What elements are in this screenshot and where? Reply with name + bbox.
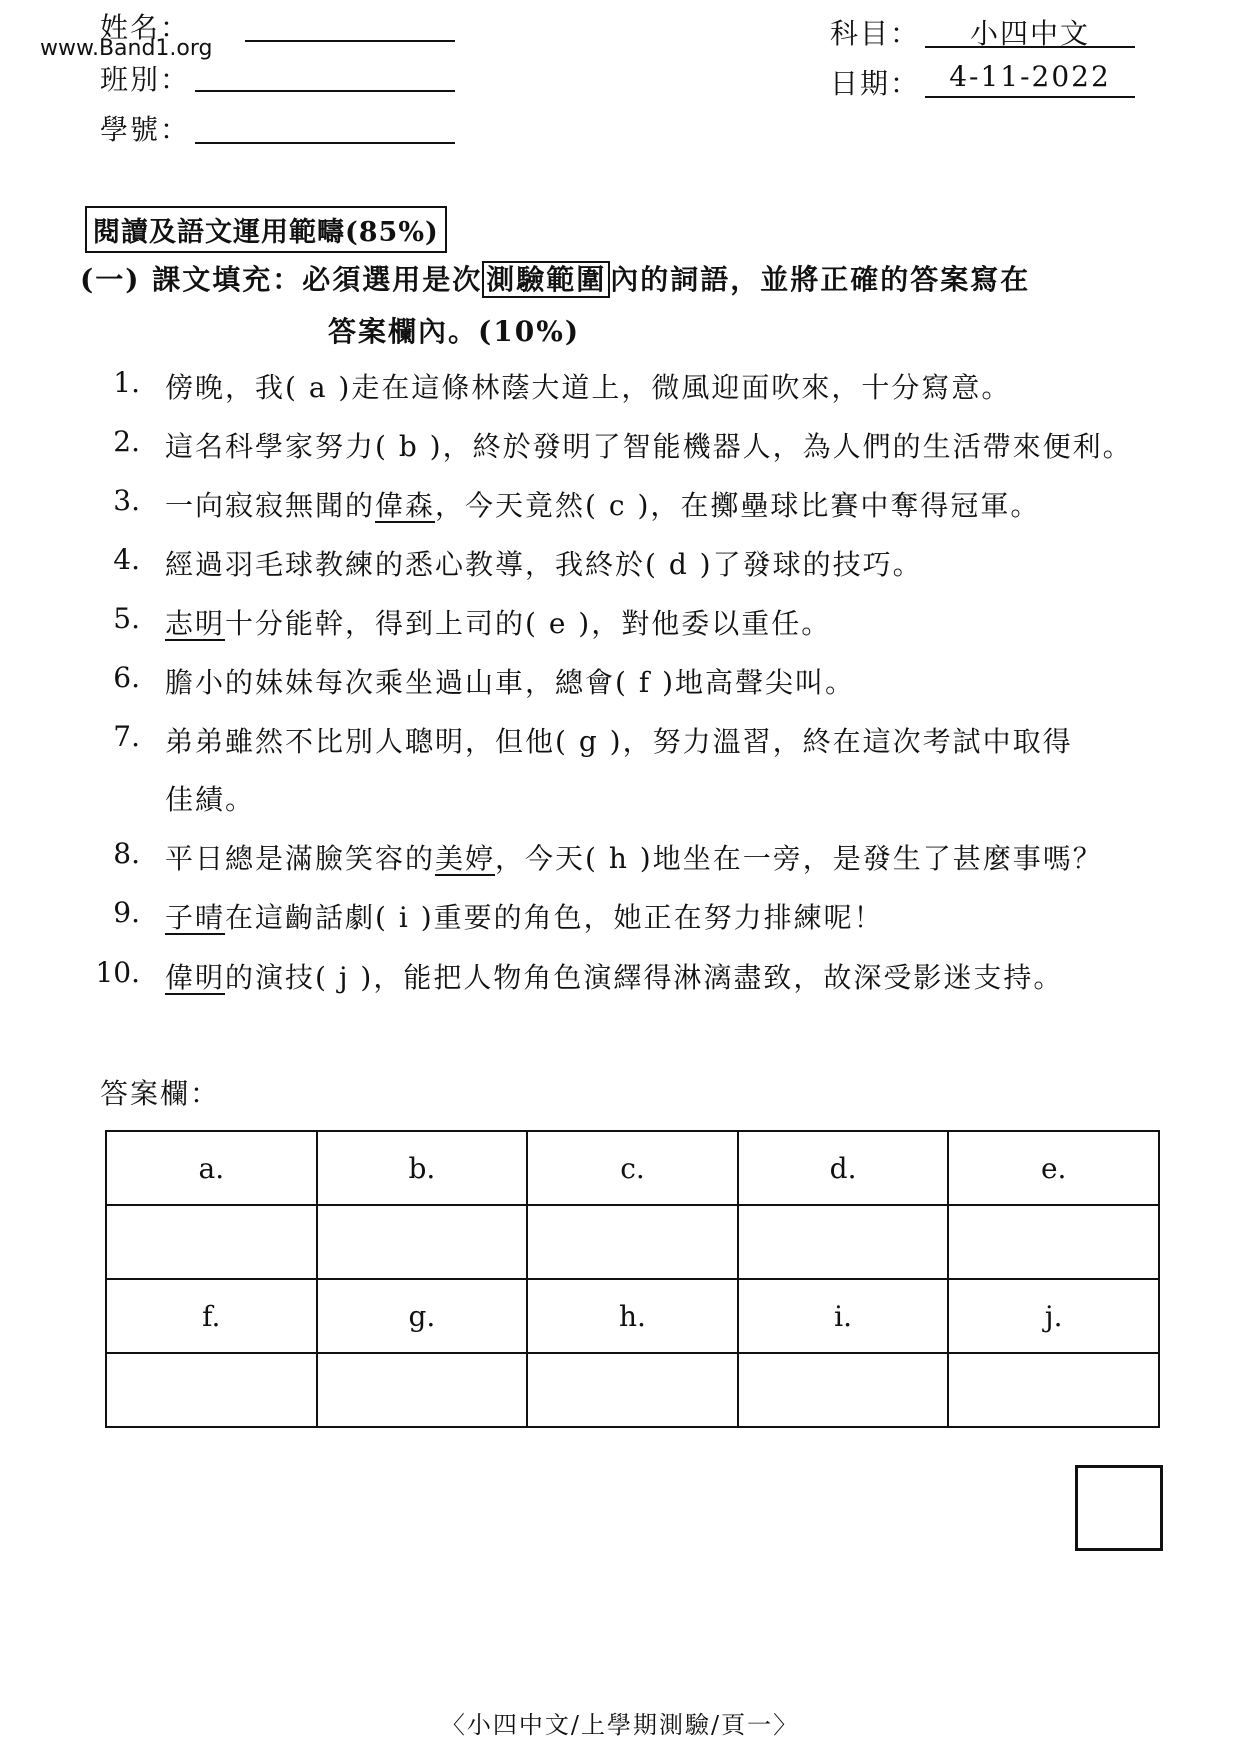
question-text: 膽小的妹妹每次乘坐過山車，總會( f )地高聲尖叫。 — [165, 666, 856, 699]
answer-cell-label: c. — [527, 1131, 738, 1205]
question-pre: 平日總是滿臉笑容的 — [165, 842, 436, 875]
name-label: 姓名： — [100, 11, 191, 44]
subject-value: 小四中文 — [969, 17, 1090, 50]
answer-blank-g[interactable] — [317, 1353, 528, 1427]
subject-line — [925, 46, 1135, 48]
answer-cell-label: b. — [317, 1131, 528, 1205]
answer-blank-h[interactable] — [527, 1353, 738, 1427]
question-text: 這名科學家努力( b )，終於發明了智能機器人，為人們的生活帶來便利。 — [165, 430, 1133, 463]
answer-table — [105, 1130, 1160, 1428]
answer-blank-f[interactable] — [106, 1353, 317, 1427]
question-text — [165, 837, 1103, 877]
answer-blank-e[interactable] — [948, 1205, 1159, 1279]
answer-blank-c[interactable] — [527, 1205, 738, 1279]
table-row — [106, 1131, 1159, 1205]
number-label: 學號： — [100, 113, 191, 146]
question-number: 8. — [113, 837, 140, 870]
table-row — [106, 1279, 1159, 1353]
question-text-continued: 佳績。 — [165, 783, 256, 816]
subject-label: 科目： — [830, 17, 921, 50]
question-post: 十分能幹，得到上司的( e )，對他委以重任。 — [225, 607, 832, 640]
question-text — [165, 602, 831, 642]
question-number: 9. — [113, 896, 140, 929]
question-number: 3. — [113, 484, 140, 517]
answer-blank-a[interactable] — [106, 1205, 317, 1279]
instruction-suffix: 內的詞語，並將正確的答案寫在 — [610, 263, 1031, 296]
question-number: 7. — [113, 720, 140, 753]
answer-cell-label: a. — [106, 1131, 317, 1205]
question-post: 在這齣話劇( i )重要的角色，她正在努力排練呢！ — [225, 901, 884, 934]
person-name: 偉明 — [165, 961, 226, 994]
answer-label: 答案欄： — [100, 1077, 221, 1110]
table-row — [106, 1353, 1159, 1427]
answer-cell-label: j. — [948, 1279, 1159, 1353]
answer-cell-label: d. — [738, 1131, 949, 1205]
question-number: 1. — [113, 366, 140, 399]
question-text — [165, 956, 1063, 996]
answer-cell-label: i. — [738, 1279, 949, 1353]
question-number: 6. — [113, 661, 140, 694]
table-row — [106, 1205, 1159, 1279]
instruction-line2: 答案欄內。(10%) — [328, 315, 581, 348]
question-post: ，今天竟然( c )，在擲壘球比賽中奪得冠軍。 — [435, 489, 1041, 522]
date-label: 日期： — [830, 67, 921, 100]
instruction-line1 — [80, 258, 1030, 298]
person-name: 子晴 — [165, 901, 226, 934]
class-label: 班別： — [100, 63, 191, 96]
answer-blank-d[interactable] — [738, 1205, 949, 1279]
answer-cell-label: f. — [106, 1279, 317, 1353]
number-line — [195, 142, 455, 144]
date-line — [925, 96, 1135, 98]
question-text: 弟弟雖然不比別人聰明，但他( g )，努力溫習，終在這次考試中取得 — [165, 725, 1073, 758]
question-text — [165, 896, 884, 936]
date-value: 4-11-2022 — [949, 60, 1111, 93]
question-number: 5. — [113, 602, 140, 635]
person-name: 志明 — [165, 607, 226, 640]
answer-cell-label: h. — [527, 1279, 738, 1353]
answer-blank-j[interactable] — [948, 1353, 1159, 1427]
question-text: 傍晚，我( a )走在這條林蔭大道上，微風迎面吹來，十分寫意。 — [165, 371, 1012, 404]
class-line — [195, 90, 455, 92]
question-number: 4. — [113, 543, 140, 576]
page-footer: 〈小四中文/上學期測驗/頁一〉 — [440, 1711, 800, 1739]
answer-cell-label: e. — [948, 1131, 1159, 1205]
instruction-boxed: 測驗範圍 — [482, 261, 610, 298]
question-post: ，今天( h )地坐在一旁，是發生了甚麼事嗎？ — [495, 842, 1103, 875]
question-number: 2. — [113, 425, 140, 458]
name-line — [245, 40, 455, 42]
watermark-text: www.Band1.org — [40, 36, 213, 61]
score-box[interactable] — [1075, 1465, 1163, 1551]
answer-cell-label: g. — [317, 1279, 528, 1353]
instruction-prefix: (一) 課文填充：必須選用是次 — [80, 263, 483, 296]
question-text: 經過羽毛球教練的悉心教導，我終於( d )了發球的技巧。 — [165, 548, 923, 581]
question-number: 10. — [95, 956, 140, 989]
question-post: 的演技( j )，能把人物角色演繹得淋漓盡致，故深受影迷支持。 — [225, 961, 1064, 994]
section-title: 閱讀及語文運用範疇(85%) — [85, 206, 447, 253]
question-text — [165, 484, 1040, 524]
person-name: 美婷 — [435, 842, 496, 875]
answer-blank-i[interactable] — [738, 1353, 949, 1427]
answer-blank-b[interactable] — [317, 1205, 528, 1279]
person-name: 偉森 — [375, 489, 436, 522]
question-pre: 一向寂寂無聞的 — [165, 489, 376, 522]
